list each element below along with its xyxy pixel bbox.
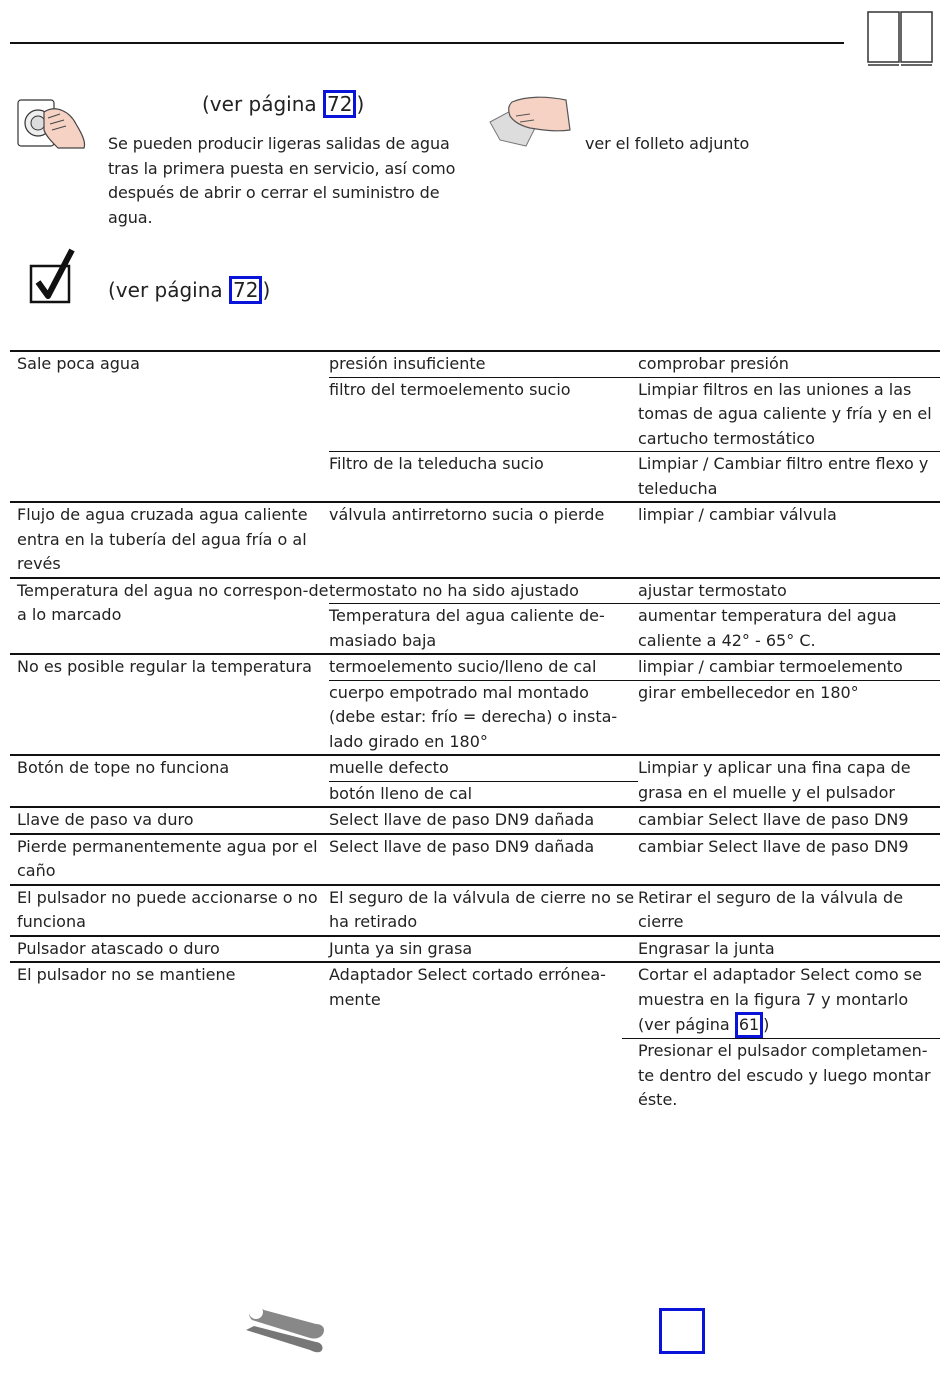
cause-cell: botón lleno de cal bbox=[329, 781, 638, 807]
remedy-cut-adapter: Cortar el adaptador Select como se muestra en la figura 7 y montarlo (ver página 61 ) bbox=[638, 963, 940, 1038]
hint-leak-text: Se pueden producir ligeras salidas de agua tras la primera puesta en servicio, así como después de abrir o cerrar el suministro de agua. bbox=[108, 134, 456, 227]
problem-cell: El pulsador no se mantiene bbox=[17, 965, 236, 984]
cause-cell: termoelemento sucio/lleno de cal bbox=[329, 657, 597, 676]
cause-cell: Filtro de la teleducha sucio bbox=[329, 454, 544, 473]
empty-square-icon bbox=[659, 1308, 705, 1354]
remedy-cell: limpiar / cambiar termoelemento bbox=[638, 657, 903, 676]
hint-cleaning-text: ver el folleto adjunto bbox=[585, 134, 750, 153]
cause-cell: muelle defecto bbox=[329, 758, 449, 777]
table-row bbox=[10, 754, 940, 806]
hand-turning-valve-icon bbox=[14, 90, 88, 152]
table-row bbox=[10, 961, 940, 1113]
remedy-cell: ajustar termostato bbox=[638, 580, 787, 600]
remedy-cell: limpiar / cambiar válvula bbox=[638, 505, 837, 524]
table-row bbox=[10, 884, 940, 935]
checkbox-checked-icon bbox=[28, 248, 78, 306]
cause-cell: El seguro de la válvula de cierre no se ha retirado bbox=[329, 887, 635, 931]
remedy-cell bbox=[638, 963, 940, 1113]
problem-cell: Flujo de agua cruzada agua caliente entra en la tubería del agua fría o al revés bbox=[17, 505, 308, 573]
cause-cell: Adaptador Select cortado errónea-mente bbox=[329, 965, 606, 1009]
remedy-cell: comprobar presión bbox=[638, 354, 789, 373]
remedy-cell: Limpiar filtros en las uniones a las tomas de agua caliente y fría y en el cartucho termostático bbox=[638, 379, 932, 448]
cause-cell: termostato no ha sido ajustado bbox=[329, 580, 579, 600]
open-book-icon bbox=[866, 10, 934, 68]
problem-cell: Pulsador atascado o duro bbox=[17, 938, 220, 958]
remedy-cell: Retirar el seguro de la válvula de cierre bbox=[638, 887, 904, 931]
cause-cell: Select llave de paso DN9 dañada bbox=[329, 810, 595, 829]
table-row bbox=[10, 501, 940, 577]
wrench-screwdriver-icon bbox=[240, 1300, 330, 1360]
see-page-ref-2: (ver página 72 ) bbox=[108, 278, 271, 302]
table-row bbox=[10, 350, 940, 501]
table-row bbox=[10, 577, 940, 654]
table-row bbox=[10, 833, 940, 884]
remedy-press-button: Presionar el pulsador completamen-te dentro del escudo y luego montar éste. bbox=[622, 1038, 940, 1113]
remedy-cell: cambiar Select llave de paso DN9 bbox=[638, 836, 909, 856]
cause-cell: Temperatura del agua caliente de-masiado baja bbox=[329, 606, 605, 650]
cause-cell: Select llave de paso DN9 dañada bbox=[329, 836, 595, 856]
remedy-cell: Engrasar la junta bbox=[638, 938, 775, 958]
remedy-cell: Limpiar y aplicar una fina capa de grasa en el muelle y el pulsador bbox=[638, 758, 911, 802]
page-link-72b[interactable]: 72 bbox=[229, 276, 262, 304]
hand-with-cloth-icon bbox=[486, 94, 572, 150]
page-link-61[interactable]: 61 bbox=[735, 1012, 763, 1038]
problem-cell: Botón de tope no funciona bbox=[17, 758, 230, 777]
see-page-ref-1: (ver página 72 ) bbox=[202, 92, 365, 116]
page-link-72[interactable]: 72 bbox=[323, 90, 356, 118]
remedy-cell: girar embellecedor en 180° bbox=[638, 682, 859, 702]
remedy-cell: Limpiar / Cambiar filtro entre flexo y teleducha bbox=[638, 454, 929, 498]
header-rule bbox=[10, 42, 844, 44]
cause-cell: cuerpo empotrado mal montado (debe estar: frío = derecha) o insta-lado girado en 180° bbox=[329, 682, 618, 751]
problem-cell: Llave de paso va duro bbox=[17, 810, 194, 829]
problem-cell: Pierde permanentemente agua por el caño bbox=[17, 836, 318, 880]
cause-cell: Junta ya sin grasa bbox=[329, 938, 473, 958]
table-row bbox=[10, 806, 940, 833]
problem-cell: El pulsador no puede accionarse o no funciona bbox=[17, 887, 318, 931]
table-row bbox=[10, 935, 940, 962]
cause-cell: filtro del termoelemento sucio bbox=[329, 379, 571, 399]
cause-cell: válvula antirretorno sucia o pierde bbox=[329, 505, 605, 524]
remedy-cell: cambiar Select llave de paso DN9 bbox=[638, 810, 909, 829]
remedy-cell: aumentar temperatura del agua caliente a 42° - 65° C. bbox=[638, 606, 897, 650]
table-row bbox=[10, 653, 940, 754]
cause-cell: presión insuficiente bbox=[329, 354, 486, 373]
problem-cell: Sale poca agua bbox=[17, 354, 140, 373]
troubleshooting-table bbox=[10, 350, 940, 1113]
problem-cell: Temperatura del agua no correspon-de a lo marcado bbox=[17, 580, 329, 624]
problem-cell: No es posible regular la temperatura bbox=[17, 657, 312, 676]
